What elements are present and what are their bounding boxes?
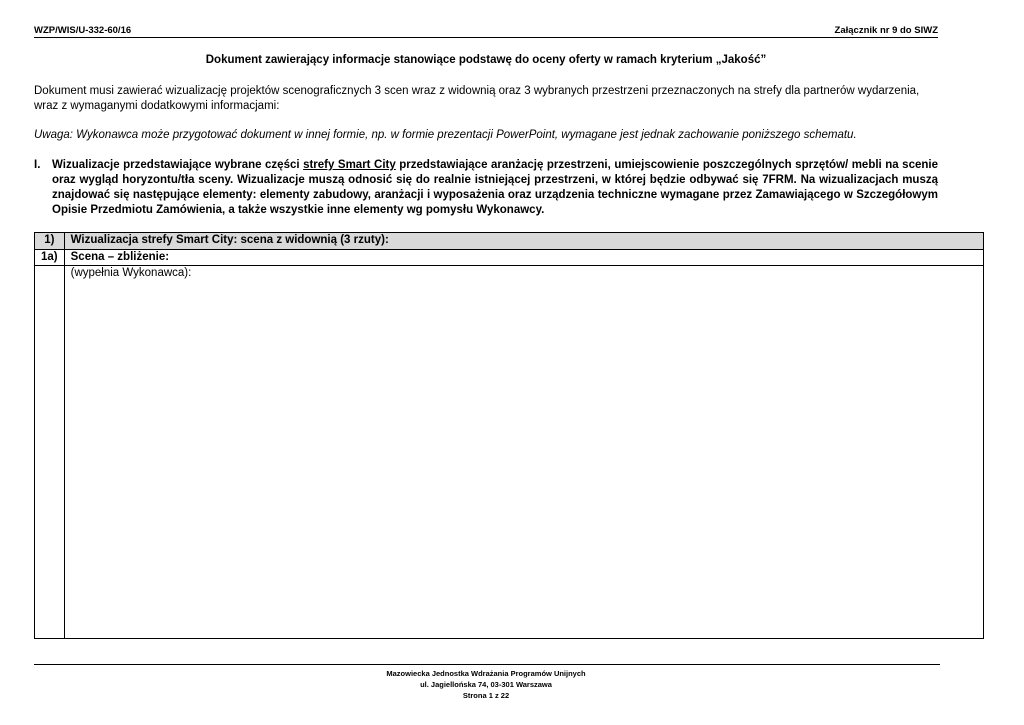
document-title: Dokument zawierający informacje stanowiące podstawę do oceny oferty w ramach kryterium „Jakość” [205,54,767,66]
footer-address: ul. Jagiellońska 74, 03-301 Warszawa [420,680,552,689]
page-footer [34,668,938,701]
table-row [35,250,984,266]
attachment-label: Załącznik nr 9 do SIWZ [834,25,938,36]
row-label: Scena – zbliżenie: [64,250,983,266]
section-text-after: przedstawiające aranżację przestrzeni, umiejscowienie poszczególnych sprzętów/ mebli na scenie oraz wygląd horyzontu/tła sceny. Wizualizacje muszą odnosić się do realnie istniejącej przestrzeni, w której będzie odbywać się 7FRM. Na wizualizacjach muszą znajdować się następujące elementy: elementy zabudowy, aranżacji i wyposażenia oraz urządzenia techniczne wymagane przez Zamawiającego w Szczegółowym Opisie Przedmiotu Zamówienia, a także wszystkie inne elementy wg pomysłu Wykonawcy. [52,159,938,216]
section-i [34,158,938,218]
visualization-table [34,232,984,639]
section-text [52,158,938,218]
table-row [35,266,984,639]
note-paragraph: Uwaga: Wykonawca może przygotować dokument w innej formie, np. w formie prezentacji PowerPoint, wymagane jest jednak zachowanie poniższego schematu. [34,129,857,141]
footer-organization: Mazowiecka Jednostka Wdrażania Programów Unijnych [386,669,586,678]
row-number: 1a) [35,250,65,266]
section-text-before: Wizualizacje przedstawiające wybrane części [52,159,304,171]
intro-paragraph: Dokument musi zawierać wizualizację projektów scenograficznych 3 scen wraz z widownią oraz 3 wybranych przestrzeni przeznaczonych na strefy dla partnerów wydarzenia, wraz z wymaganymi dodatkowymi informacjami: [34,85,920,112]
document-reference: WZP/WIS/U-332-60/16 [34,25,132,36]
page-header [34,25,938,38]
footer-divider [34,664,940,665]
footer-page-number: Strona 1 z 22 [462,691,510,700]
table-row [35,233,984,250]
row-label: Wizualizacja strefy Smart City: scena z widownią (3 rzuty): [64,233,983,250]
row-number: 1) [35,233,65,250]
contractor-fill-area[interactable]: (wypełnia Wykonawca): [64,266,983,639]
row-number [35,266,65,639]
section-text-underlined: strefy Smart City [303,159,396,171]
section-number: I. [34,159,41,171]
